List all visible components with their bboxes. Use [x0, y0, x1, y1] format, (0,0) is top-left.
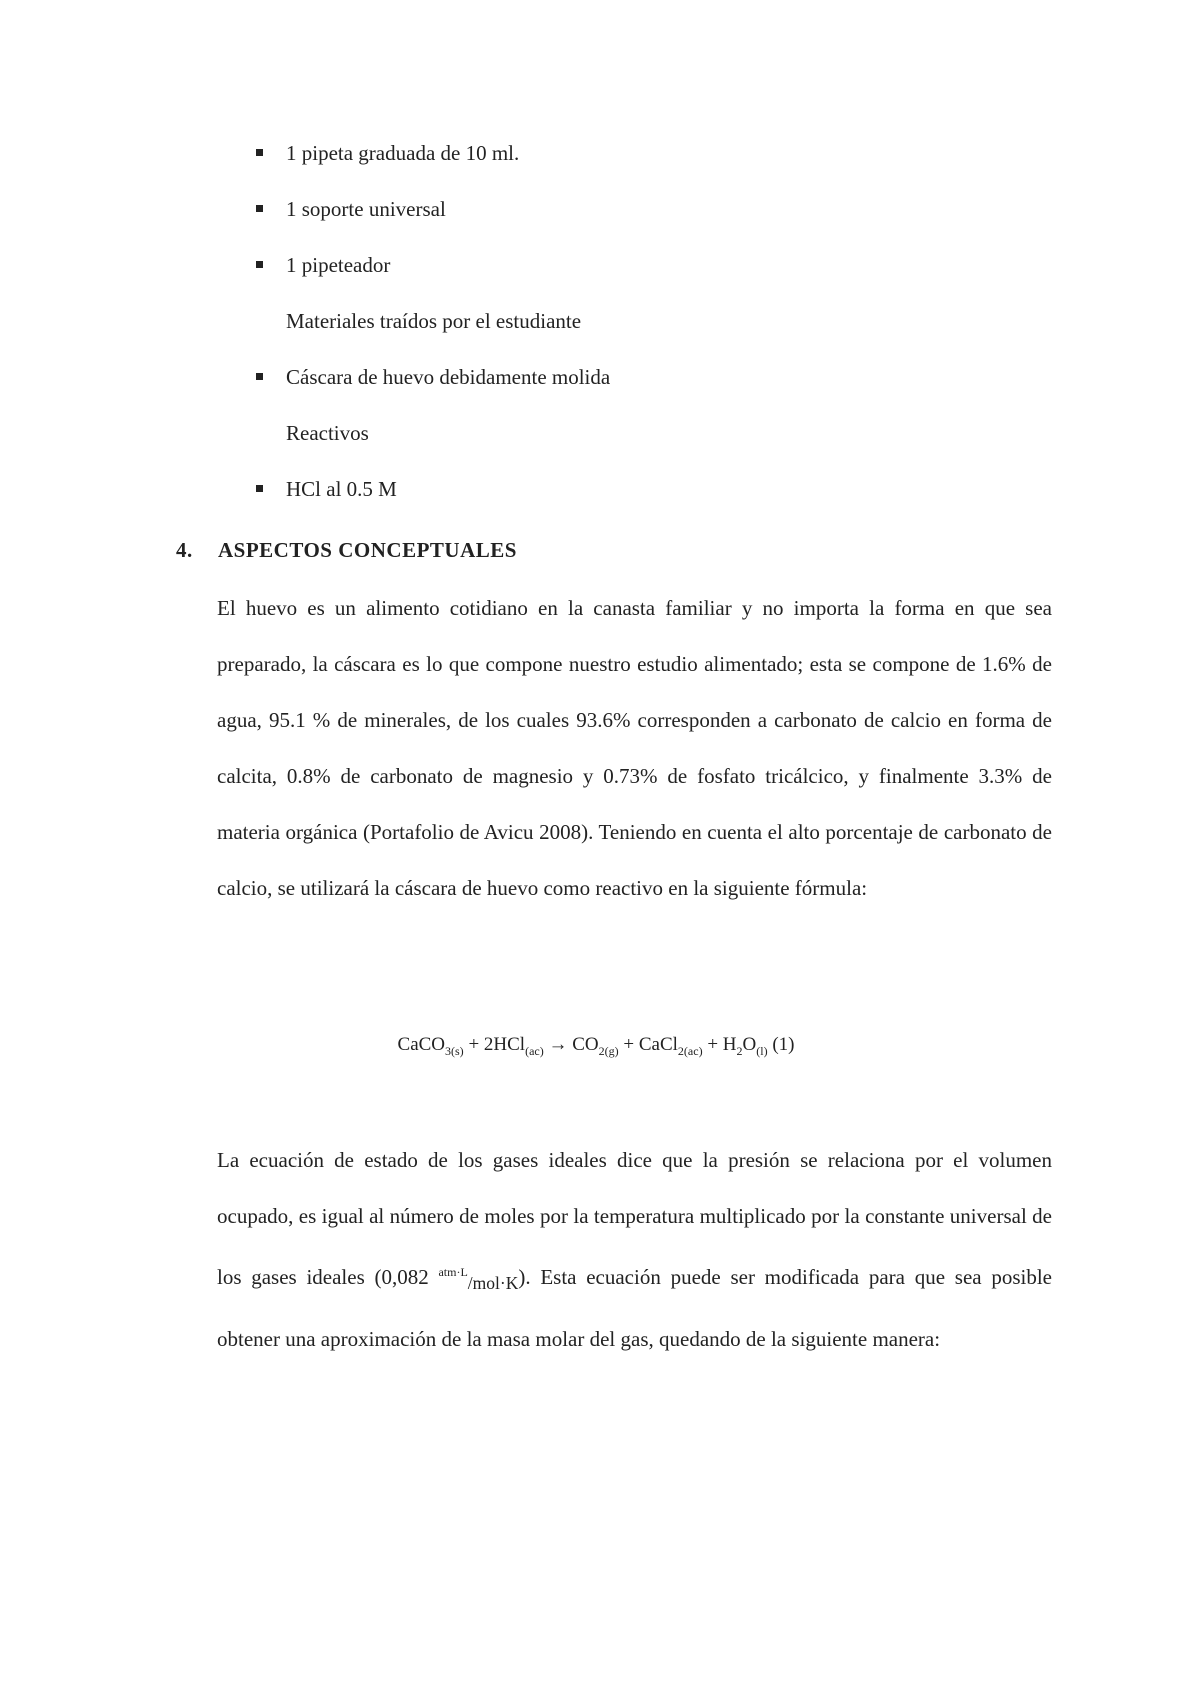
- list-item-text: 1 pipeteador: [286, 253, 391, 277]
- paragraph: El huevo es un alimento cotidiano en la canasta familiar y no importa la forma en que sea preparado, la cáscara es lo que compone nuestro estudio alimentado; esta se compone de 1.6% de agua, 95.1 % de minerales, de los cuales 93.6% corresponden a carbonato de calcio en forma de calcita, 0.8% de carbonato de magnesio y 0.73% de fosfato tricálcico, y finalmente 3.3% de materia orgánica (Portafolio de Avicu 2008). Teniendo en cuenta el alto porcentaje de carbonato de calcio, se utilizará la cáscara de huevo como reactivo en la siguiente fórmula:: [217, 596, 1052, 900]
- list-subheading-text: Materiales traídos por el estudiante: [286, 309, 582, 333]
- chemical-equation: CaCO$_{3(s)}$ + $2HCl_{(ac)} \to CO_{2(g)}$ + CaCl$_{2(ac)}$ + $H_2O_{(l)}$ (1): [397, 1034, 795, 1058]
- list-item: [286, 196, 446, 222]
- list-item-text: 1 soporte universal: [286, 197, 446, 221]
- section-number: 4.: [176, 538, 193, 562]
- bullet-icon: [256, 485, 263, 492]
- list-subheading: [286, 308, 581, 334]
- section-heading: [176, 538, 517, 563]
- list-item: [286, 252, 390, 278]
- list-item-text: 1 pipeta graduada de 10 ml.: [286, 141, 520, 165]
- list-item: [286, 364, 610, 390]
- list-item-text: Cáscara de huevo debidamente molida: [286, 365, 611, 389]
- list-item-text: HCl al 0.5 M: [286, 477, 397, 501]
- section-title: ASPECTOS CONCEPTUALES: [218, 538, 517, 562]
- bullet-icon: [256, 261, 263, 268]
- list-item: [286, 140, 519, 166]
- bullet-icon: [256, 373, 263, 380]
- paragraph: La ecuación de estado de los gases ideales dice que la presión se relaciona por el volumen ocupado, es igual al número de moles por la temperatura multiplicado por la constante universal de los gases ideales (0,082 $^{atm\cdot L}_{/mol\cdot K}$). Esta ecuación puede ser modificada para que sea posible obtener una aproximación de la masa molar del gas, quedando de la siguiente manera:: [217, 1148, 1052, 1352]
- list-subheading-text: Reactivos: [286, 421, 369, 445]
- list-subheading: [286, 420, 369, 446]
- bullet-icon: [256, 205, 263, 212]
- bullet-icon: [256, 149, 263, 156]
- list-item: [286, 476, 397, 502]
